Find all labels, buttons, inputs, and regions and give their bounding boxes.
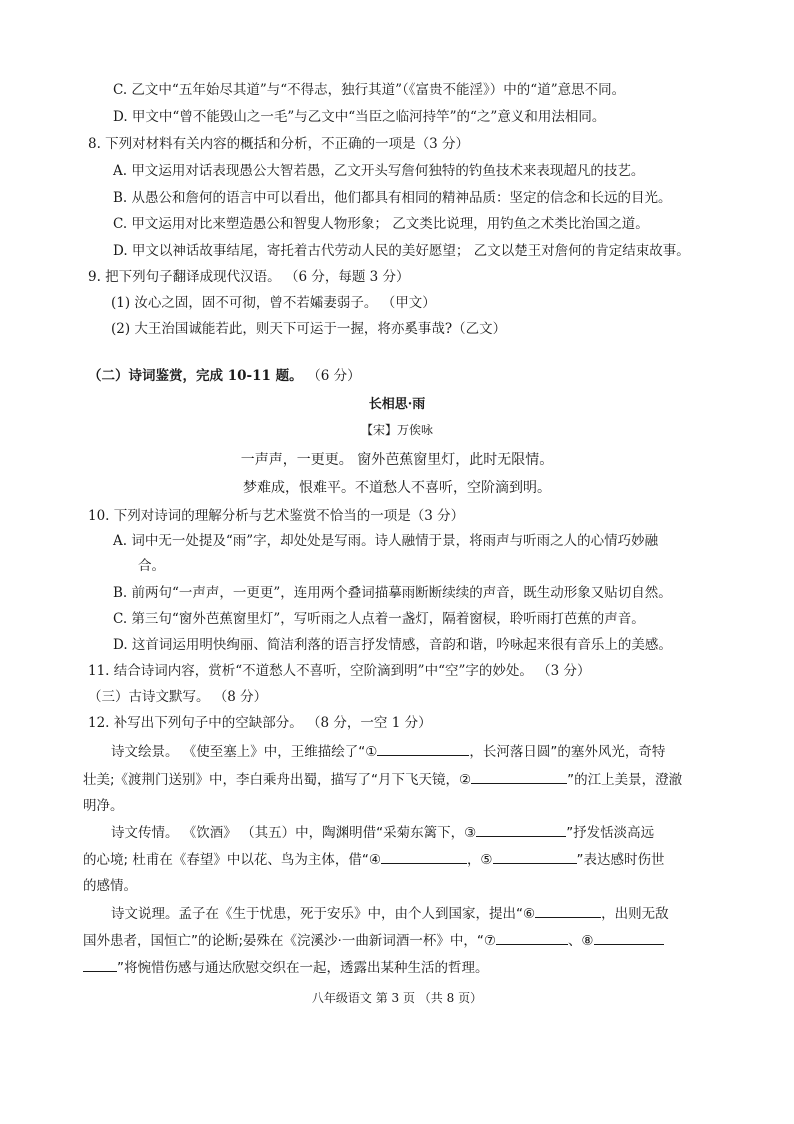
q10-option-d: D. 这首词运用明快绚丽、简洁利落的语言抒发情感，音韵和谐，吟咏起来很有音乐上的美感。 <box>113 637 672 653</box>
q12-text: ”抒发恬淡高远 <box>566 825 655 841</box>
q12-text: ”将惋惜伤感与通达欣慰交织在一起，透露出某种生活的哲理。 <box>117 960 489 976</box>
q7-option-c: C. 乙文中“五年始尽其道”与“不得志，独行其道”（《富贵不能淫》）中的“道”意思不同。 <box>113 82 626 98</box>
blank-8[interactable] <box>594 930 664 945</box>
q8-option-c: C. 甲文运用对比来塑造愚公和智叟人物形象； 乙文类比说理，用钓鱼之术类比治国之道。 <box>113 216 649 232</box>
q12-para-2-line-3: 的感情。 <box>83 878 137 894</box>
q10-option-a-line-1: A. 词中无一处提及“雨”字，却处处是写雨。诗人融情于景，将雨声与听雨之人的心情巧妙融 <box>113 533 659 549</box>
q12-text: 、⑧ <box>567 933 594 949</box>
poem-author: 【宋】万俟咏 <box>360 423 433 437</box>
blank-6[interactable] <box>535 903 601 918</box>
q12-text: 国外患者，国恒亡”的论断;晏殊在《浣溪沙·一曲新词酒一杯》中，“⑦ <box>83 933 496 949</box>
section-2-score: （6 分） <box>307 368 361 384</box>
q8-option-b: B. 从愚公和詹何的语言中可以看出，他们都具有相同的精神品质：坚定的信念和长远的目光。 <box>113 190 672 206</box>
q12-text: 诗文绘景。 《使至塞上》中，王维描绘了“① <box>111 744 378 760</box>
q12-text: ，长河落日圆”的塞外风光，奇特 <box>469 744 666 760</box>
q10-option-a-line-2: 合。 <box>138 558 165 574</box>
q12-text: ，出则无敌 <box>601 906 669 922</box>
poem-line-1: 一声声，一更更。 窗外芭蕉窗里灯，此时无限情。 <box>240 452 554 468</box>
q12-text: 的心境; 杜甫在《春望》中以花、鸟为主体，借“④ <box>83 852 381 868</box>
q10-stem: 10. 下列对诗词的理解分析与艺术鉴赏不恰当的一项是（3 分） <box>88 508 465 524</box>
page-footer: 八年级语文 第 3 页 （共 8 页） <box>311 991 483 1005</box>
q8-option-a: A. 甲文运用对话表现愚公大智若愚，乙文开头写詹何独特的钓鱼技术来表现超凡的技艺。 <box>113 163 645 179</box>
q12-para-3-line-3 <box>83 957 489 978</box>
blank-5[interactable] <box>493 849 577 864</box>
q8-option-d: D. 甲文以神话故事结尾，寄托着古代劳动人民的美好愿望； 乙文以楚王对詹何的肯定结束故事。 <box>113 243 690 259</box>
poem-line-2: 梦难成，恨难平。不道愁人不喜听，空阶滴到明。 <box>243 480 551 496</box>
section-2-heading <box>88 366 361 386</box>
blank-3[interactable] <box>476 822 566 837</box>
q12-para-3-line-1 <box>111 903 669 924</box>
q10-option-c: C. 第三句“窗外芭蕉窗里灯”，写听雨之人点着一盏灯，隔着窗棂，聆听雨打芭蕉的声音。 <box>113 611 645 627</box>
q9-item-1: (1) 汝心之固，固不可彻，曾不若孀妻弱子。 （甲文） <box>111 295 436 311</box>
q11-stem: 11. 结合诗词内容，赏析“不道愁人不喜听，空阶滴到明”中“空”字的妙处。 （3 分） <box>88 663 591 679</box>
section-2-title: （二）诗词鉴赏，完成 10-11 题。 <box>88 368 303 384</box>
q12-para-2-line-2 <box>83 849 665 870</box>
blank-2[interactable] <box>471 769 567 784</box>
q9-item-2: (2) 大王治国诚能若此，则天下可运于一握，将亦奚事哉?（乙文） <box>111 321 507 337</box>
blank-8-continued[interactable] <box>83 957 117 972</box>
poem-title: 长相思·雨 <box>368 397 426 412</box>
blank-7[interactable] <box>496 930 568 945</box>
q12-stem: 12. 补写出下列句子中的空缺部分。 （8 分，一空 1 分） <box>88 715 432 731</box>
q12-text: 诗文说理。孟子在《生于忧患，死于安乐》中，由个人到国家，提出“⑥ <box>111 906 536 922</box>
q12-text: ，⑤ <box>466 852 493 868</box>
q12-text: ”的江上美景，澄澈 <box>567 772 683 788</box>
blank-4[interactable] <box>381 849 467 864</box>
q10-option-b: B. 前两句“一声声，一更更”，连用两个叠词描摹雨断断续续的声音，既生动形象又贴切自然。 <box>113 585 672 601</box>
q9-stem: 9. 把下列句子翻译成现代汉语。 （6 分，每题 3 分） <box>88 269 410 285</box>
section-3-heading: （三）古诗文默写。 （8 分） <box>88 689 268 705</box>
q12-text: 诗文传情。 《饮酒》 （其五）中，陶渊明借“采菊东篱下，③ <box>111 825 477 841</box>
q8-stem: 8. 下列对材料有关内容的概括和分析，不正确的一项是（3 分） <box>88 136 470 152</box>
q12-para-3-line-2 <box>83 930 664 951</box>
q12-para-1-line-2 <box>83 769 682 790</box>
q12-text: 壮美;《渡荆门送别》中，李白乘舟出蜀，描写了“月下飞天镜，② <box>83 772 472 788</box>
q12-para-1-line-3: 明净。 <box>83 798 124 814</box>
q12-text: ”表达感时伤世 <box>576 852 665 868</box>
blank-1[interactable] <box>377 741 469 756</box>
q12-para-2-line-1 <box>111 822 654 843</box>
q12-para-1-line-1 <box>111 741 665 762</box>
q7-option-d: D. 甲文中“曾不能毁山之一毛”与乙文中“当臣之临河持竿”的“之”意义和用法相同。 <box>113 109 606 125</box>
